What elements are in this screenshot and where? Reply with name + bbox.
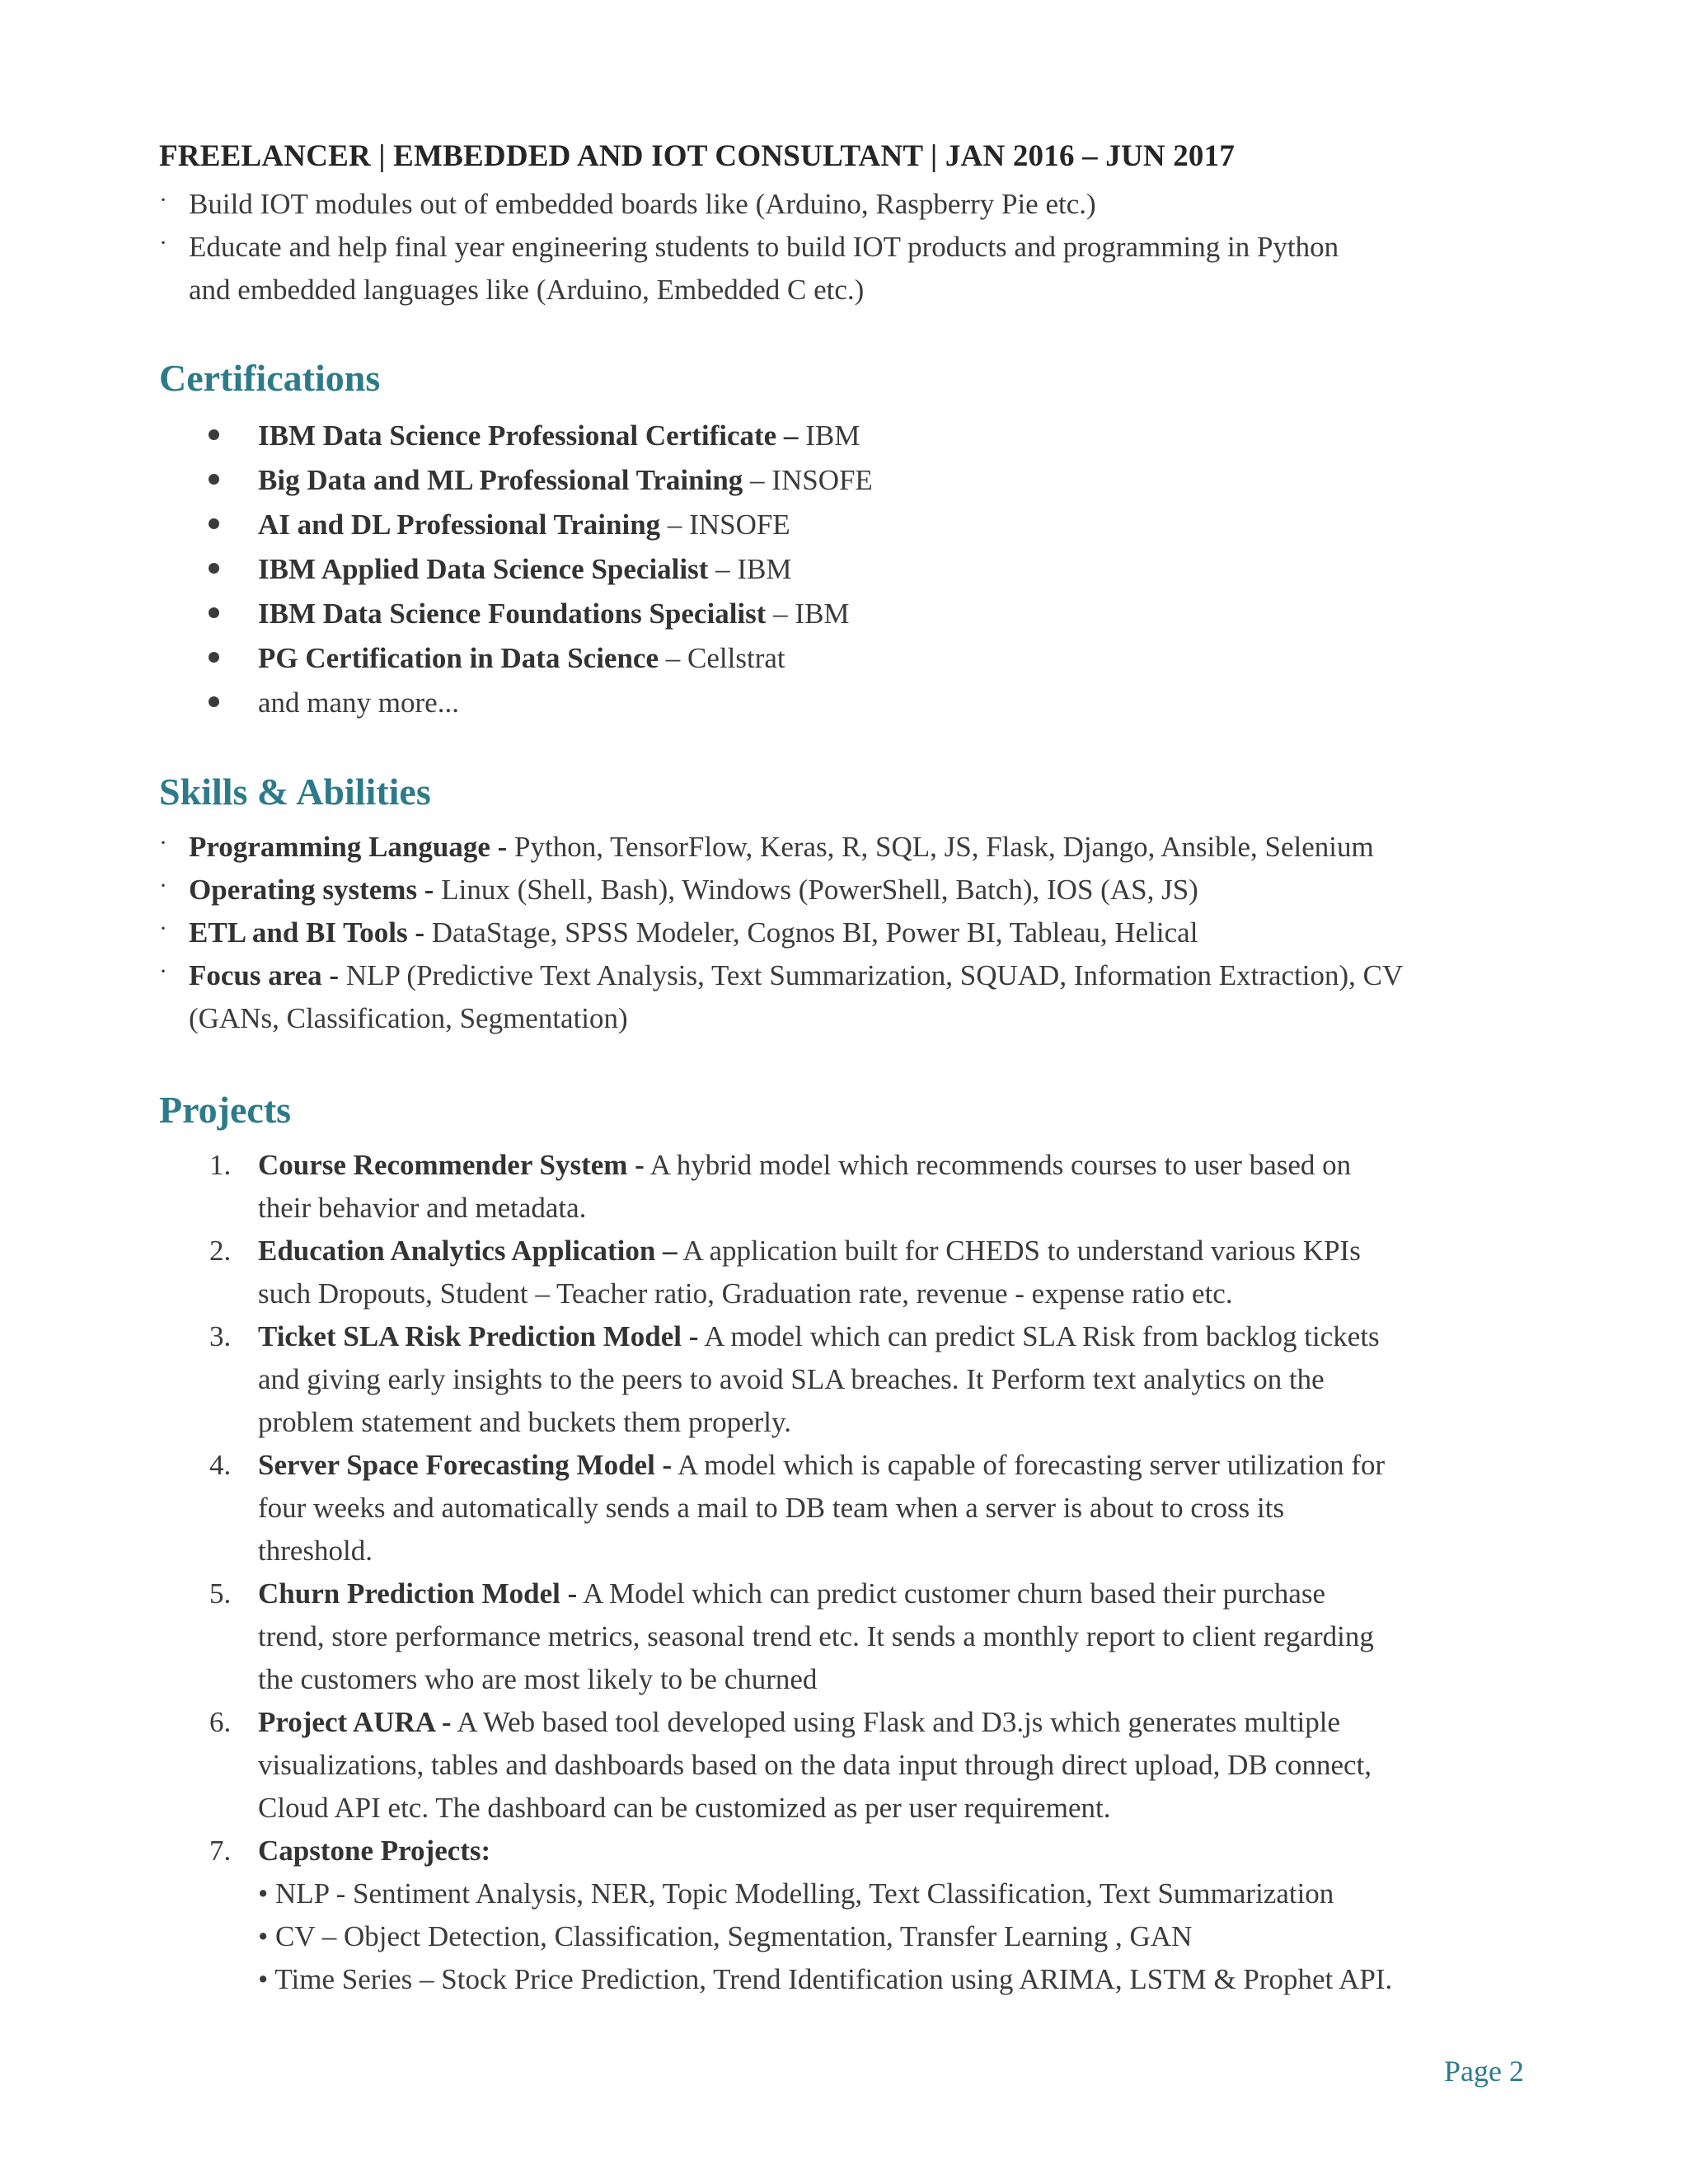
project-3-cont-2: problem statement and buckets them properly. bbox=[258, 1406, 791, 1438]
cert-item-1: IBM Data Science Professional Certificate – IBM bbox=[258, 419, 860, 452]
project-5-cont-1: trend, store performance metrics, seasonal trend etc. It sends a monthly report to client regarding bbox=[258, 1620, 1374, 1652]
project-number: 6. bbox=[209, 1706, 232, 1738]
project-number: 5. bbox=[209, 1577, 232, 1610]
list-bullet bbox=[209, 474, 219, 485]
project-3: Ticket SLA Risk Prediction Model - A model which can predict SLA Risk from backlog tickets bbox=[258, 1320, 1380, 1352]
project-4-cont-2: threshold. bbox=[258, 1535, 373, 1567]
project-1: Course Recommender System - A hybrid model which recommends courses to user based on bbox=[258, 1149, 1352, 1181]
project-4: Server Space Forecasting Model - A model which is capable of forecasting server utilization for bbox=[258, 1449, 1386, 1481]
cert-item-2: Big Data and ML Professional Training – INSOFE bbox=[258, 464, 873, 496]
page-number: Page 2 bbox=[1444, 2055, 1524, 2088]
project-5: Churn Prediction Model - A Model which can predict customer churn based their purchase bbox=[258, 1577, 1326, 1610]
bullet-dot: · bbox=[159, 186, 167, 213]
project-6: Project AURA - A Web based tool developed using Flask and D3.js which generates multiple bbox=[258, 1706, 1340, 1738]
list-bullet bbox=[209, 518, 219, 529]
bullet-dot: · bbox=[159, 829, 167, 856]
cert-item-4: IBM Applied Data Science Specialist – IBM bbox=[258, 553, 792, 585]
capstone-cv: • CV – Object Detection, Classification, Segmentation, Transfer Learning , GAN bbox=[258, 1920, 1193, 1952]
skill-programming: Programming Language - Python, TensorFlow, Keras, R, SQL, JS, Flask, Django, Ansible, Selenium bbox=[189, 831, 1374, 863]
cert-item-7: and many more... bbox=[258, 687, 459, 719]
project-4-cont-1: four weeks and automatically sends a mail to DB team when a server is about to cross its bbox=[258, 1492, 1285, 1524]
skill-operating-systems: Operating systems - Linux (Shell, Bash), Windows (PowerShell, Batch), IOS (AS, JS) bbox=[189, 874, 1198, 906]
job-bullet-2-line-2: and embedded languages like (Arduino, Embedded C etc.) bbox=[189, 274, 865, 306]
bullet-dot: · bbox=[159, 229, 167, 256]
project-1-cont: their behavior and metadata. bbox=[258, 1192, 587, 1224]
projects-heading: Projects bbox=[159, 1089, 292, 1131]
project-number: 3. bbox=[209, 1320, 232, 1352]
list-bullet bbox=[209, 652, 219, 663]
project-number: 7. bbox=[209, 1835, 232, 1867]
cert-item-5: IBM Data Science Foundations Specialist – IBM bbox=[258, 598, 850, 630]
capstone-nlp: • NLP - Sentiment Analysis, NER, Topic Modelling, Text Classification, Text Summarization bbox=[258, 1877, 1334, 1910]
list-bullet bbox=[209, 429, 219, 440]
skill-focus-area-cont: (GANs, Classification, Segmentation) bbox=[189, 1002, 628, 1034]
bullet-dot: · bbox=[159, 872, 167, 899]
project-number: 4. bbox=[209, 1449, 232, 1481]
project-6-cont-2: Cloud API etc. The dashboard can be customized as per user requirement. bbox=[258, 1792, 1111, 1824]
bullet-dot: · bbox=[159, 915, 167, 942]
job-bullet-2-line-1: Educate and help final year engineering students to build IOT products and programming in Python bbox=[189, 231, 1339, 263]
project-6-cont-1: visualizations, tables and dashboards based on the data input through direct upload, DB connect, bbox=[258, 1749, 1372, 1781]
job-title: FREELANCER | EMBEDDED AND IOT CONSULTANT | JAN 2016 – JUN 2017 bbox=[159, 139, 1236, 173]
skill-focus-area: Focus area - NLP (Predictive Text Analysis, Text Summarization, SQUAD, Information Extraction), CV bbox=[189, 959, 1404, 991]
project-2-cont: such Dropouts, Student – Teacher ratio, Graduation rate, revenue - expense ratio etc. bbox=[258, 1277, 1233, 1310]
bullet-dot: · bbox=[159, 958, 167, 985]
project-3-cont-1: and giving early insights to the peers to avoid SLA breaches. It Perform text analytics on the bbox=[258, 1363, 1325, 1395]
job-bullet-1-line-1: Build IOT modules out of embedded boards like (Arduino, Raspberry Pie etc.) bbox=[189, 188, 1096, 220]
list-bullet bbox=[209, 563, 219, 574]
skills-heading: Skills & Abilities bbox=[159, 771, 431, 813]
project-5-cont-2: the customers who are most likely to be churned bbox=[258, 1663, 818, 1695]
list-bullet bbox=[209, 696, 219, 707]
list-bullet bbox=[209, 607, 219, 618]
cert-item-6: PG Certification in Data Science – Cellstrat bbox=[258, 642, 785, 674]
capstone-time-series: • Time Series – Stock Price Prediction, Trend Identification using ARIMA, LSTM & Prophet API. bbox=[258, 1963, 1393, 1995]
project-number: 2. bbox=[209, 1235, 232, 1267]
project-number: 1. bbox=[209, 1149, 232, 1181]
certifications-heading: Certifications bbox=[159, 357, 381, 399]
project-2: Education Analytics Application – A application built for CHEDS to understand various KPIs bbox=[258, 1235, 1361, 1267]
cert-item-3: AI and DL Professional Training – INSOFE bbox=[258, 509, 790, 541]
skill-etl-bi: ETL and BI Tools - DataStage, SPSS Modeler, Cognos BI, Power BI, Tableau, Helical bbox=[189, 916, 1198, 949]
project-7: Capstone Projects: bbox=[258, 1835, 491, 1867]
